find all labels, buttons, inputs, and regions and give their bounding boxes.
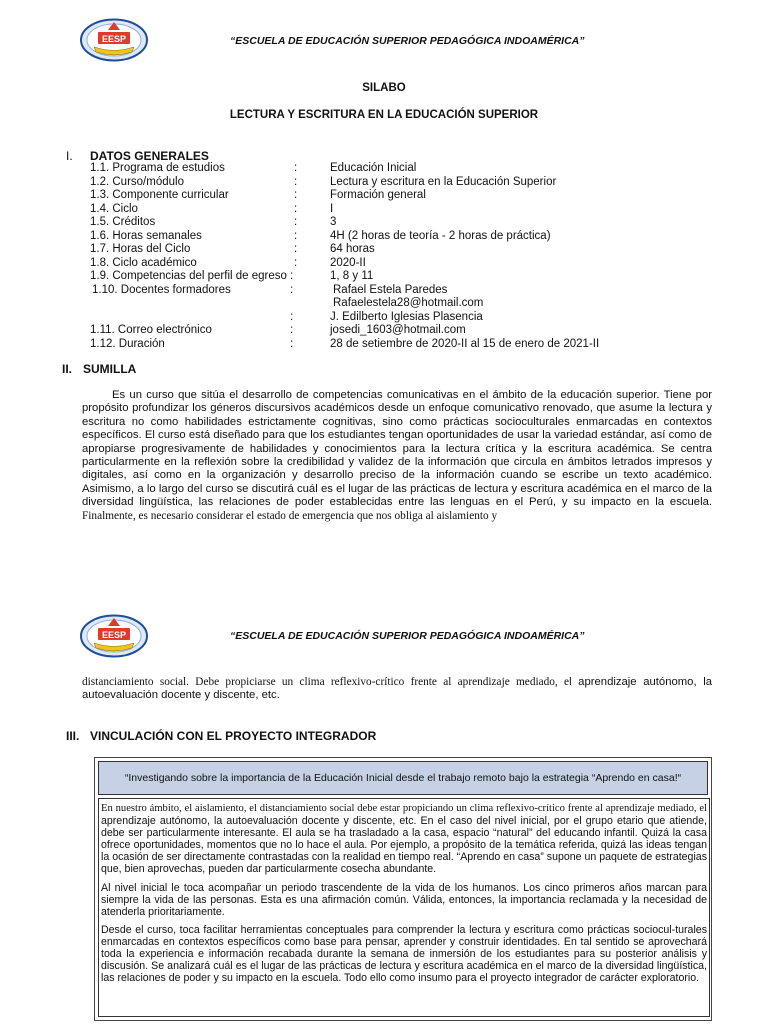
row-sep: : <box>294 175 298 188</box>
row-label: 1.9. Competencias del perfil de egreso <box>90 270 287 282</box>
school-name: “ESCUELA DE EDUCACIÓN SUPERIOR PEDAGÓGICA INDOAMÉRICA” <box>230 35 585 47</box>
row-sep: : <box>294 162 298 174</box>
row-sep: : <box>294 243 298 255</box>
project-p3: Desde el curso, toca facilitar herramientas conceptuales para comprender la lectura y escritura como prácticas sociocul-turales enmarcadas en contextos específicos como base para pensar, aprender y construir identidades. En tal sentido se aprovechará toda la experiencia e información recabada durante la semana de inmersión de los estudiantes para su posterior análisis y discusión. Se analizará cuál es el lugar de las prácticas de lectura y escritura académica en el marco de la diversidad lingüística, las relaciones de poder y su impacto en la escuela. Todo ello como insumo para el proyecto integrador de carácter exploratorio. <box>101 923 707 985</box>
row-label: 1.6. Horas semanales <box>90 229 202 242</box>
row-label: 1.7. Horas del Ciclo <box>90 243 191 255</box>
project-p1: aprendizaje autónomo, la autoevaluación docente y discente, etc. En el caso del nivel inicial, por el grupo etario que atiende, debe ser particularmente interesante. El aula se ha trasladado a la casa, espacio “natural” del educando infantil. Quizá la casa ofrece oportunidades, momentos que no lo hace el aula. Por ejemplo, a propósito de la temática referida, quizá las ideas tengan la ocasión de ser directamente contrastadas con la realidad en tiempo real. “Aprendo en casa” supone un paquete de estrategias que, bien aprovechas, pueden dar particularmente cosecha abundante. <box>101 815 707 876</box>
school-logo <box>80 18 148 62</box>
row-label: 1.8. Ciclo académico <box>90 256 197 269</box>
section-1-heading: DATOS GENERALES <box>90 149 209 163</box>
row-sep: : <box>290 324 294 336</box>
row-sep: : <box>294 216 298 228</box>
section-2-heading: SUMILLA <box>83 362 137 376</box>
project-box <box>94 757 712 1021</box>
project-title-box <box>98 761 708 795</box>
row-label: 1.1. Programa de estudios <box>90 162 225 174</box>
document-subtitle: LECTURA Y ESCRITURA EN LA EDUCACIÓN SUPERIOR <box>229 109 539 121</box>
row-label: 1.5. Créditos <box>90 216 156 228</box>
school-name: “ESCUELA DE EDUCACIÓN SUPERIOR PEDAGÓGICA INDOAMÉRICA” <box>230 630 585 642</box>
project-title: “Investigando sobre la importancia de la Educación Inicial desde el trabajo remoto bajo la estrategia “Aprendo en casa!“ <box>124 772 682 784</box>
sumilla-continuation-serif: distanciamiento social. Debe propiciarse un clima reflexivo-crítico frente al aprendizaje mediado, e <box>82 676 570 688</box>
section-3-number: III. <box>66 729 80 743</box>
row-sep: : <box>294 229 298 242</box>
row-sep: : <box>290 337 294 350</box>
project-p1-serif: En nuestro ámbito, el aislamiento, el distanciamiento social debe estar propiciando un clima reflexivo-crítico frente al aprendizaje mediado, el <box>101 803 707 814</box>
row-label: 1.12. Duración <box>90 337 165 350</box>
row-value: Rafael Estela Paredes <box>333 283 448 296</box>
row-value: J. Edilberto Iglesias Plasencia <box>330 310 483 323</box>
row-value: Formación general <box>330 189 426 201</box>
school-logo <box>80 614 148 658</box>
row-value: 28 de setiembre de 2020-II al 15 de enero de 2021-II <box>330 337 600 350</box>
row-value-email: Rafaelestela28@hotmail.com <box>333 297 484 309</box>
row-sep: : <box>294 202 298 215</box>
row-value: I <box>330 202 334 215</box>
row-sep: : <box>290 283 294 296</box>
row-value: josedi_1603@hotmail.com <box>330 324 466 336</box>
section-1-number: I. <box>66 149 73 163</box>
project-body <box>98 798 710 1017</box>
sumilla-continuation-text: l aprendizaje autónomo, la autoevaluación docente y discente, etc. <box>82 676 712 702</box>
row-label: 1.10. Docentes formadores <box>92 283 231 296</box>
row-sep: : <box>294 189 298 201</box>
row-value: 1, 8 y 11 <box>330 270 374 282</box>
project-p2: Al nivel inicial le toca acompañar un periodo trascendente de la vida de los humanos. Los cinco primeros años marcan para siempre la vida de las personas. Esta es una afirmación común. Válida, entonces, la importancia reclamada y la necesidad de atenderla prioritariamente. <box>101 881 707 918</box>
sumilla-text-serif: Finalmente, es necesario considerar el estado de emergencia que nos obliga al aislamiento y <box>82 509 498 522</box>
section-2-number: II. <box>62 362 73 376</box>
row-sep: : <box>294 256 298 269</box>
row-label: 1.2. Curso/módulo <box>90 175 184 188</box>
row-value: 64 horas <box>330 243 375 255</box>
sumilla-paragraph <box>82 389 712 523</box>
row-value: Educación Inicial <box>330 162 417 174</box>
row-value: Lectura y escritura en la Educación Superior <box>330 175 557 188</box>
section-3-heading: VINCULACIÓN CON EL PROYECTO INTEGRADOR <box>90 729 377 743</box>
document-title: SILABO <box>362 82 406 94</box>
sumilla-continuation <box>82 676 712 703</box>
logo-text: EESP <box>101 630 127 640</box>
sumilla-text: Es un curso que sitúa el desarrollo de competencias comunicativas en el ámbito de la educación superior. Tiene por propósito profundizar los géneros discursivos académicos desde un enfoque comunicativo renovado, que asume la lectura y escritura no como habilidades estrictamente cognitivas, sino como prácticas socioculturales enmarcadas en contextos específicos. El curso está diseñado para que los estudiantes tengan oportunidades de usar la variedad estándar, así como de apropiarse progresivamente de habilidades y conocimientos para la lectura crítica y la escritura académica. Se centra particularmente en la reflexión sobre la credibilidad y validez de la información que circula en ámbitos letrados impresos y digitales, así como en la organización y desarrollo preciso de la información cuando se escribe un texto académico. Asimismo, a lo largo del curso se discutirá cuál es el lugar de las prácticas de lectura y escritura académica en el marco de la diversidad lingüística, las relaciones de poder establecidas entre las lenguas en el Perú, y su impacto en la escuela. <box>82 389 712 509</box>
row-value: 2020-II <box>330 256 366 269</box>
data-row <box>90 162 225 176</box>
row-value: 4H (2 horas de teoría - 2 horas de práctica) <box>330 229 551 242</box>
row-label: 1.3. Componente curricular <box>90 189 229 201</box>
row-sep: : <box>290 310 294 323</box>
row-label: 1.4. Ciclo <box>90 202 138 215</box>
row-sep: : <box>290 270 294 282</box>
row-label: 1.11. Correo electrónico <box>90 324 212 336</box>
row-value: 3 <box>330 216 337 228</box>
logo-text: EESP <box>101 34 127 44</box>
